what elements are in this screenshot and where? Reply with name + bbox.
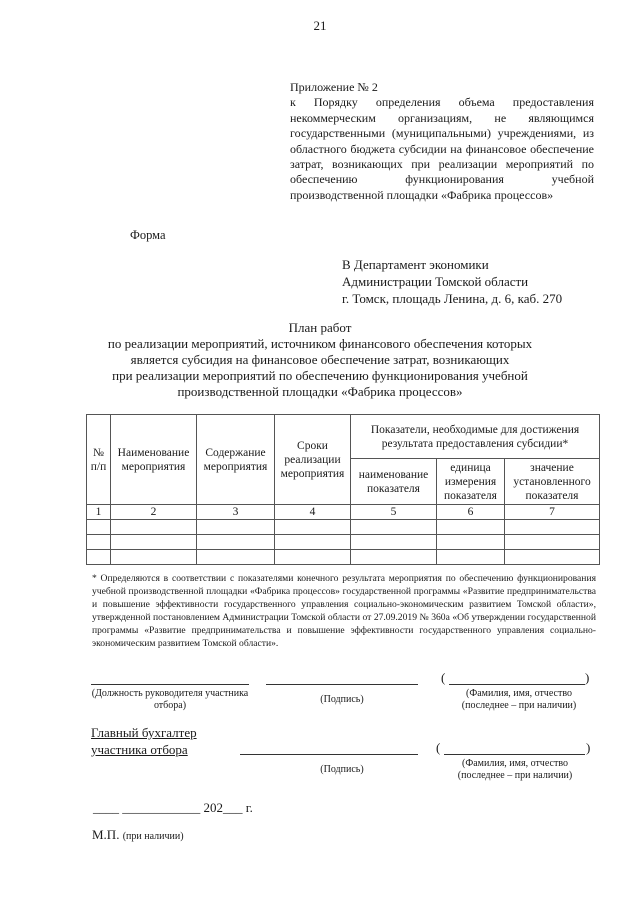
footnote: * Определяются в соответствии с показателями конечного результата мероприятия по обеспечению функционирования учебной производственной площадки «Фабрика процессов» государственной программы «Развитие предпринимательства и повышение эффективности государственного управления социально-экономическим развитием Томской области», утвержденной постановлением Администрации Томской области от 27.09.2019 № 360а «Об утверждении государственной программы «Развитие предпринимательства и повышение эффективности государственного управления социально-экономическим развитием Томской области». [92,573,596,649]
appendix-block [290,80,594,203]
header-event-content: Содержание мероприятия [197,415,275,505]
accountant-signature-caption: (Подпись) [320,764,364,775]
table-cell [275,535,351,550]
addressee-line-2: Администрации Томской области [342,274,529,289]
form-label: Форма [130,228,166,242]
plan-table [86,414,600,565]
accountant-signature-line [240,754,418,755]
table-cell [197,520,275,535]
table-cell [351,535,437,550]
column-number: 4 [275,505,351,520]
stamp-block [92,827,184,843]
table-cell [197,535,275,550]
addressee-line-3: г. Томск, площадь Ленина, д. 6, каб. 270 [342,291,563,306]
head-position-caption: (Должность руководителя участника отбора) [91,688,249,711]
table-cell [275,520,351,535]
plan-heading-line-5: производственной площадки «Фабрика процессов» [177,384,463,399]
table-cell [87,535,111,550]
stamp-note: (при наличии) [122,831,184,842]
header-indicator-value: значение установленного показателя [505,459,600,505]
column-number: 3 [197,505,275,520]
table-cell [505,550,600,565]
plan-heading [60,320,580,400]
header-event-name: Наименование мероприятия [111,415,197,505]
table-cell [111,535,197,550]
plan-heading-line-3: является субсидия на финансовое обеспечение затрат, возникающих [130,352,510,367]
column-number: 6 [437,505,505,520]
table-cell [437,535,505,550]
header-indicator-unit: единица измерения показателя [437,459,505,505]
column-number: 7 [505,505,600,520]
plan-heading-line-4: при реализации мероприятий по обеспечению функционирования учебной [112,368,528,383]
head-name-close-paren: ) [585,670,590,685]
column-number: 1 [87,505,111,520]
chief-accountant-label [91,724,197,758]
header-indicator-name: наименование показателя [351,459,437,505]
table-cell [351,550,437,565]
table-cell [111,550,197,565]
stamp-label: М.П. [92,827,120,842]
head-name-line [449,684,585,685]
plan-heading-title: План работ [288,320,352,335]
table-cell [275,550,351,565]
table-cell [87,550,111,565]
table-cell [87,520,111,535]
chief-accountant-line-1: Главный бухгалтер [91,725,197,740]
table-row [87,520,600,535]
plan-heading-line-2: по реализации мероприятий, источником финансового обеспечения которых [107,336,533,351]
appendix-text: к Порядку определения объема предоставления некоммерческим организациям, не являющимся государственными (муниципальными) учреждениями, из областного бюджета субсидии на финансовое обеспечение затрат, возникающих при реализации мероприятий по обеспечению функционирования учебной производственной площадки «Фабрика процессов» [290,95,594,202]
head-signature-line [266,684,418,685]
table-row [87,550,600,565]
accountant-name-caption: (Фамилия, имя, отчество (последнее – при наличии) [457,758,573,781]
column-number: 5 [351,505,437,520]
header-indicators: Показатели, необходимые для достижения результата предоставления субсидии* [351,415,600,459]
head-signature-caption: (Подпись) [320,694,364,705]
head-position-line [91,684,249,685]
table-cell [437,550,505,565]
accountant-name-line [444,754,585,755]
head-name-caption: (Фамилия, имя, отчество (последнее – при наличии) [461,688,577,711]
accountant-name-close-paren: ) [586,740,591,755]
table-cell [111,520,197,535]
accountant-name-open-paren: ( [436,740,441,755]
chief-accountant-line-2: участника отбора [91,742,188,757]
page-number: 21 [313,18,327,33]
date-line: ____ ____________ 202___ г. [93,800,253,815]
column-number-row [87,505,600,520]
head-name-open-paren: ( [441,670,446,685]
table-cell [505,535,600,550]
table-cell [197,550,275,565]
addressee-line-1: В Департамент экономики [342,257,489,272]
column-number: 2 [111,505,197,520]
addressee-block [342,256,562,307]
header-event-terms: Сроки реализации мероприятия [275,415,351,505]
table-cell [505,520,600,535]
header-num: № п/п [87,415,111,505]
table-row [87,535,600,550]
table-cell [437,520,505,535]
appendix-title: Приложение № 2 [290,80,378,94]
table-cell [351,520,437,535]
